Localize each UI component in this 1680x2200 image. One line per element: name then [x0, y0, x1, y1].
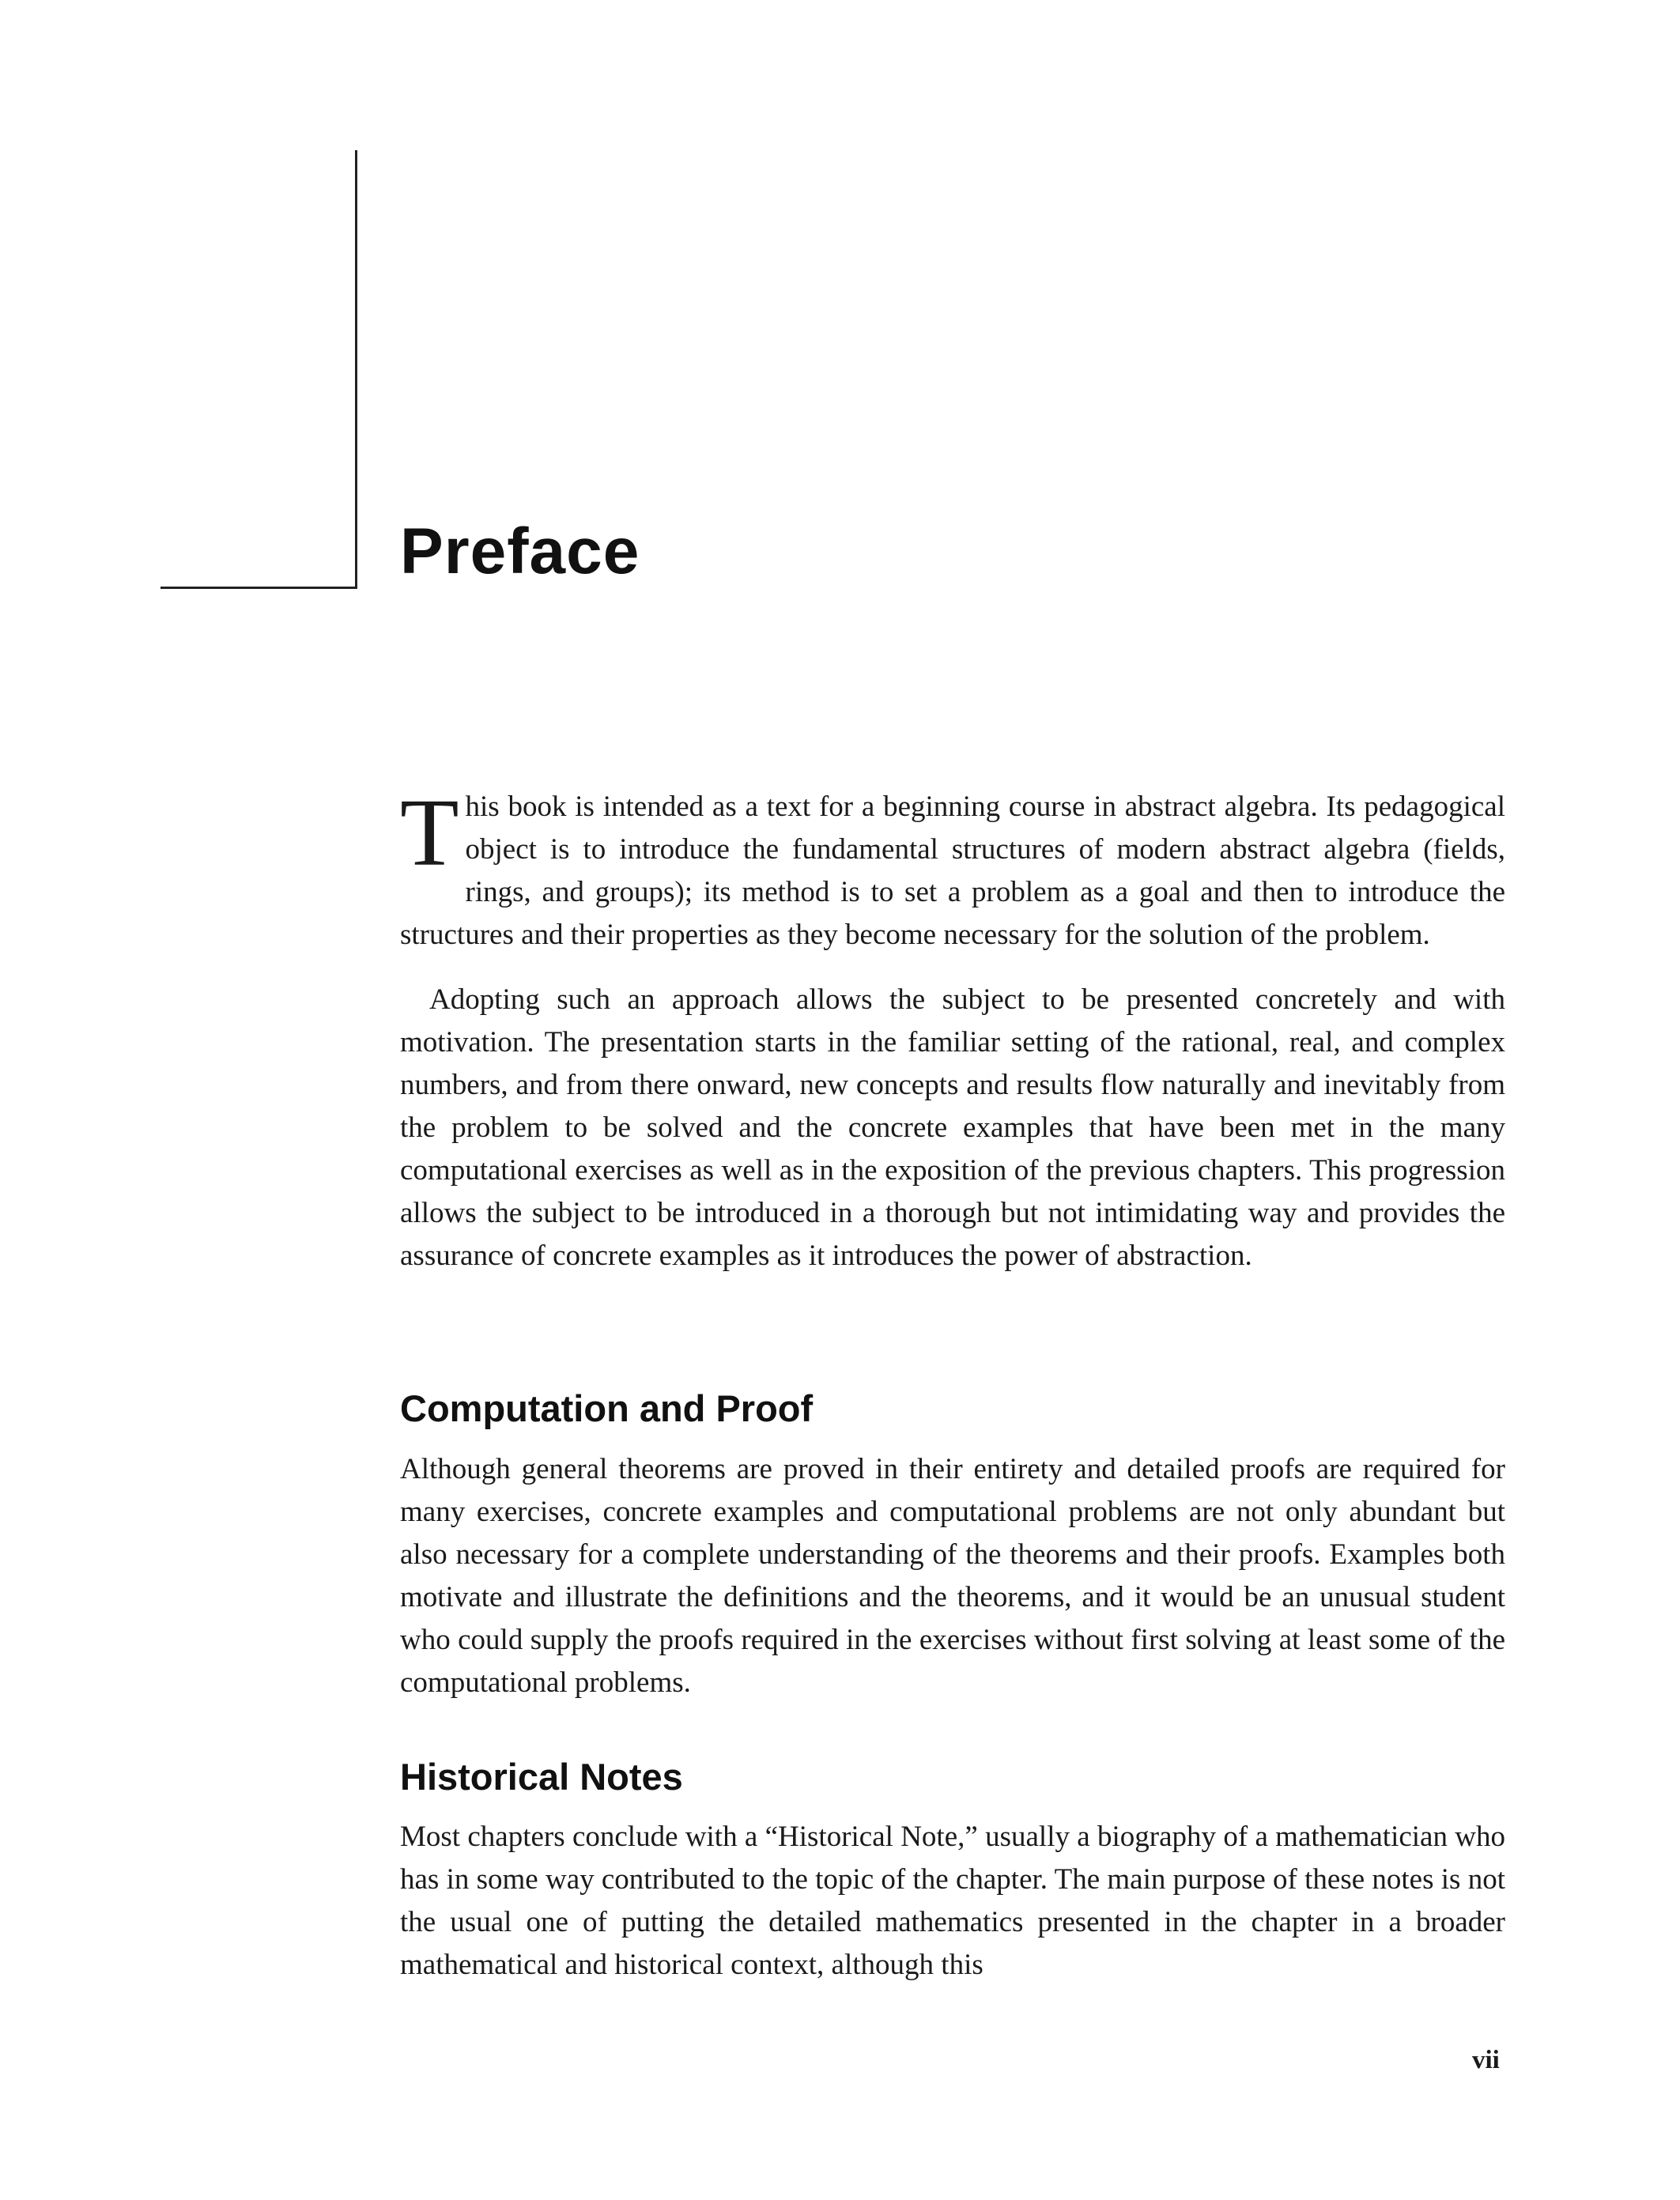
intro-paragraph-2-text: Adopting such an approach allows the subject to be presented concretely and with motivation. The presentation starts in the familiar setting of the rational, real, and complex numbers, and from there onward, new concepts and results flow naturally and inevitably from the problem to be solved and the concrete examples that have been met in the many computational exercises as well as in the exposition of the previous chapters. This progression allows the subject to be introduced in a thorough but not intimidating way and provides the assurance of concrete examples as it introduces the power of abstraction. — [400, 983, 1505, 1272]
section-paragraph: Most chapters conclude with a “Historical Note,” usually a biography of a mathematician who has in some way contributed to the topic of the chapter. The main purpose of these notes is not the usual one of putting the detailed mathematics presented in the chapter in a broader mathematical and historical context, although this — [400, 1821, 1505, 1981]
intro-paragraph-2 — [400, 979, 1505, 1277]
drop-cap: T — [400, 779, 459, 886]
section-paragraph: Although general theorems are proved in their entirety and detailed proofs are required for many exercises, concrete examples and computational problems are not only abundant but also necessary for a complete understanding of the theorems and their proofs. Examples both motivate and illustrate the definitions and the theorems, and it would be an unusual student who could supply the proofs required in the exercises without first solving at least some of the computational problems. — [400, 1453, 1505, 1699]
page-number: vii — [1472, 2046, 1500, 2074]
intro-paragraph-1 — [400, 779, 1505, 957]
section-heading: Historical Notes — [400, 1756, 683, 1798]
section-computation-and-proof-body — [400, 1448, 1505, 1704]
section-historical-notes — [400, 1753, 1505, 1801]
chapter-rule-horizontal — [160, 587, 357, 589]
section-computation-and-proof — [400, 1385, 1505, 1432]
chapter-title: Preface — [400, 515, 640, 587]
section-heading: Computation and Proof — [400, 1387, 814, 1429]
section-historical-notes-body — [400, 1816, 1505, 1987]
intro-paragraph-1-text: his book is intended as a text for a beginning course in abstract algebra. Its pedagogical object is to introduce the fundamental structures of modern abstract algebra (fields, rings, and groups); its method is to set a problem as a goal and then to introduce the structures and their properties as they become necessary for the solution of the problem. — [400, 791, 1505, 951]
chapter-rule-vertical — [355, 150, 357, 589]
